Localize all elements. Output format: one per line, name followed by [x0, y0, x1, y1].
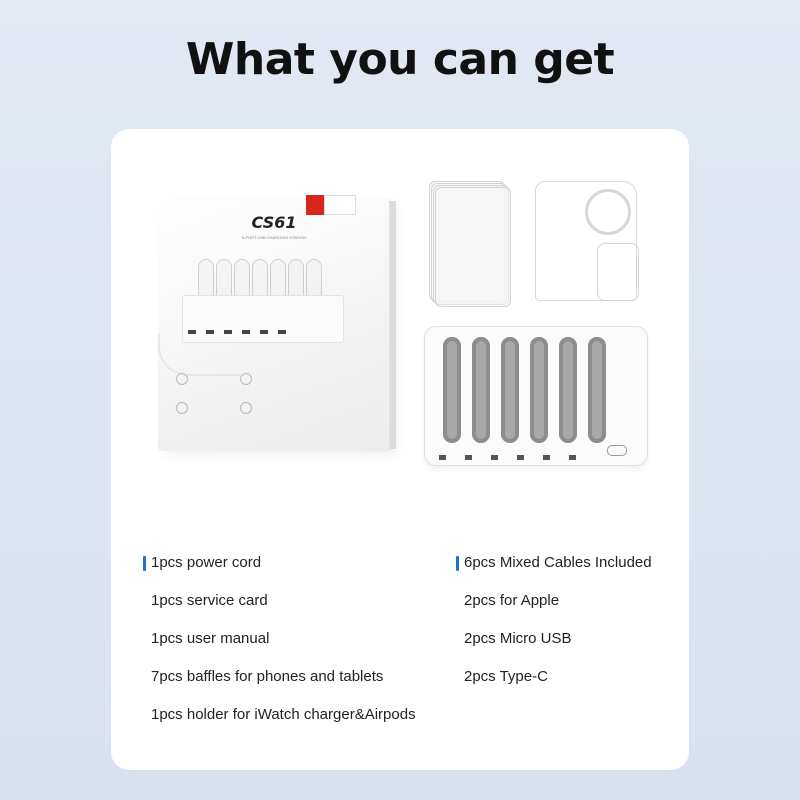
- list-item: 1pcs service card: [151, 592, 268, 609]
- watch-airpods-holder-image: [531, 181, 639, 303]
- station-slot: [443, 337, 461, 443]
- brand-tag: [306, 195, 356, 215]
- charging-station-image: [424, 326, 648, 466]
- list-item: 1pcs user manual: [151, 630, 270, 647]
- station-slot: [530, 337, 548, 443]
- station-slot: [588, 337, 606, 443]
- box-feature-icons: [176, 367, 326, 425]
- station-slot: [501, 337, 519, 443]
- list-item: 2pcs Type-C: [464, 668, 548, 685]
- included-cables-list: [456, 552, 652, 704]
- list-item: 6pcs Mixed Cables Included: [456, 552, 652, 590]
- list-item: 2pcs Micro USB: [464, 630, 572, 647]
- contents-card: [111, 129, 689, 770]
- box-subtitle: 6-PORT USB CHARGING STATION: [241, 235, 307, 240]
- station-slot: [472, 337, 490, 443]
- box-side: [390, 201, 396, 449]
- station-power-socket: [607, 445, 627, 456]
- page-title: What you can get: [185, 34, 615, 85]
- product-box-image: [158, 199, 398, 451]
- station-usb-ports: [439, 447, 595, 465]
- list-item: 1pcs holder for iWatch charger&Airpods: [151, 706, 416, 723]
- included-items-list: [143, 552, 416, 742]
- cables-image: [429, 181, 509, 303]
- box-front: [158, 199, 390, 451]
- holder-watch-ring: [585, 189, 631, 235]
- list-item: 1pcs power cord: [143, 552, 416, 590]
- list-item: 2pcs for Apple: [464, 592, 560, 609]
- holder-airpods-cradle: [597, 243, 639, 301]
- list-item: 7pcs baffles for phones and tablets: [151, 668, 384, 685]
- box-model-label: CS61: [251, 213, 297, 232]
- station-slot: [559, 337, 577, 443]
